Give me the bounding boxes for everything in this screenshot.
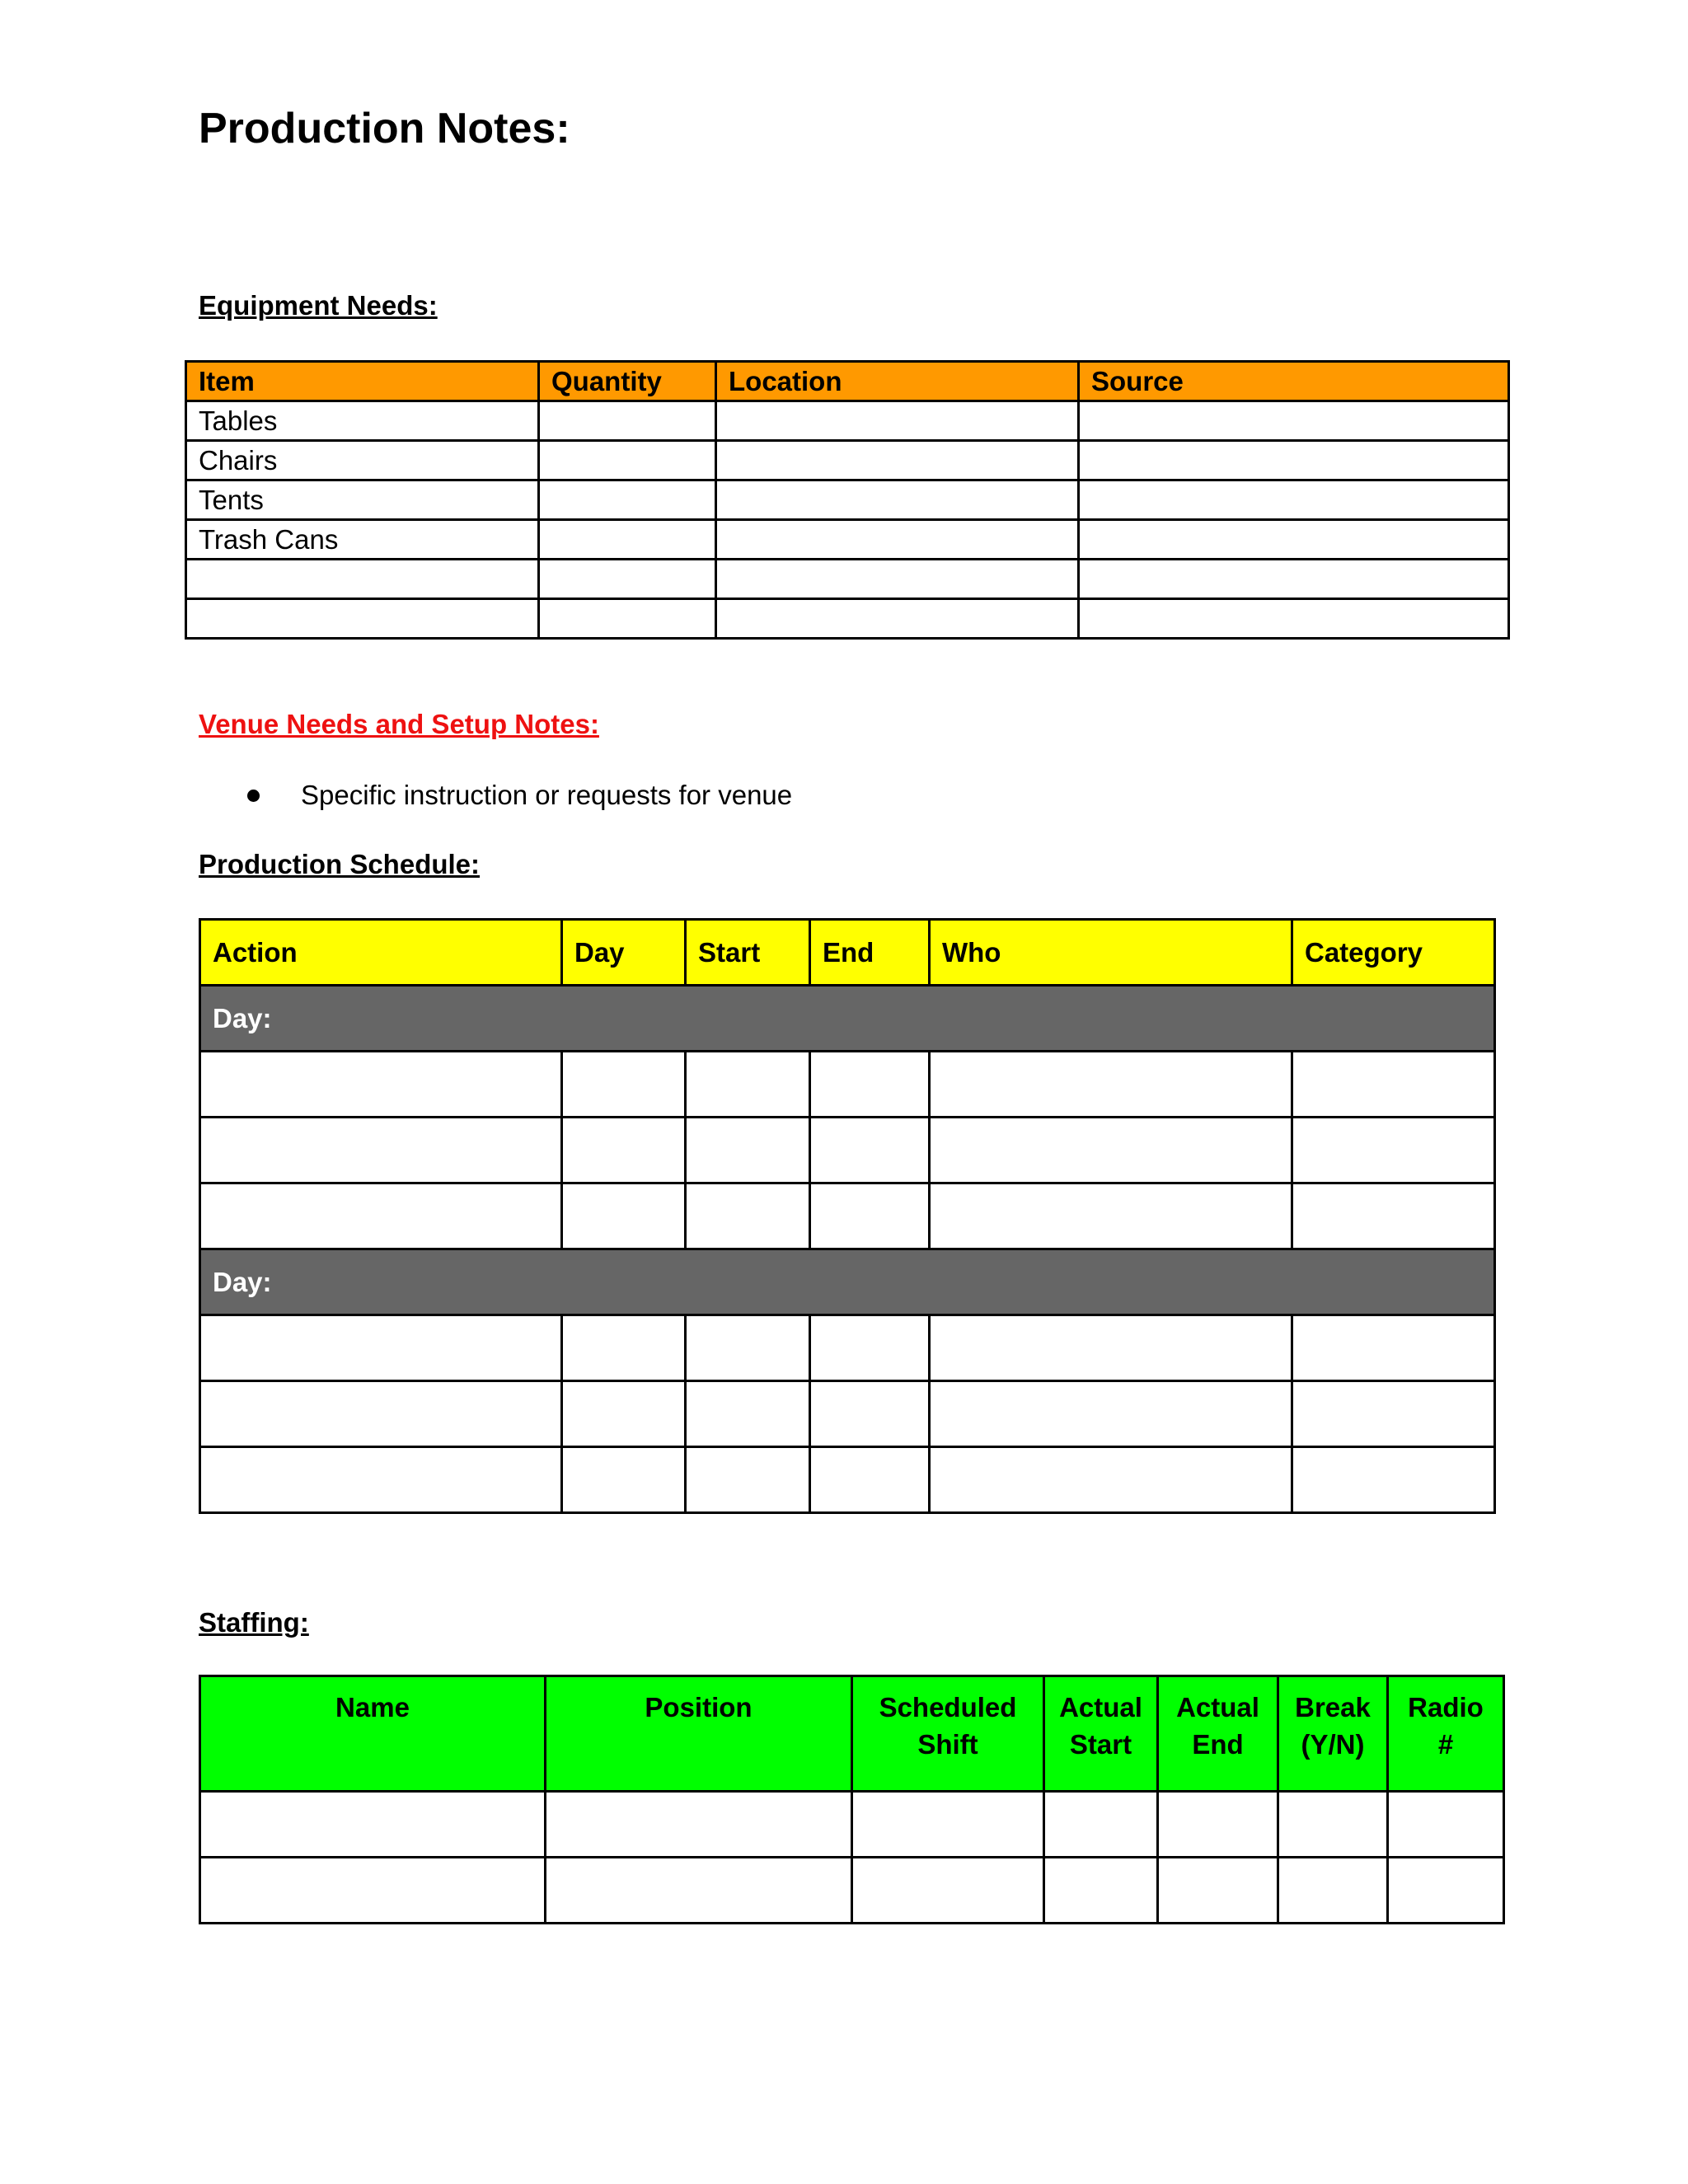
equipment-header-row [186,362,1509,401]
column-header-action: Action [200,920,562,986]
table-row [200,1052,1495,1118]
location-cell[interactable] [716,599,1079,639]
table-row [186,480,1509,520]
actual-end-cell[interactable] [1158,1792,1278,1858]
end-cell[interactable] [810,1447,930,1513]
header-label: Actual [1176,1692,1259,1722]
start-cell[interactable] [686,1447,810,1513]
day-group-label: Day: [200,986,1495,1052]
table-row [186,560,1509,599]
staffing-header-row [200,1676,1504,1792]
actual-end-cell[interactable] [1158,1858,1278,1924]
item-cell[interactable]: Tents [186,480,539,520]
who-cell[interactable] [930,1183,1292,1249]
table-row [200,1447,1495,1513]
table-row [200,1792,1504,1858]
who-cell[interactable] [930,1118,1292,1183]
day-cell[interactable] [562,1052,686,1118]
scheduled-shift-cell[interactable] [852,1792,1044,1858]
location-cell[interactable] [716,560,1079,599]
column-header-location: Location [716,362,1079,401]
quantity-cell[interactable] [539,520,716,560]
category-cell[interactable] [1292,1183,1495,1249]
column-header-who: Who [930,920,1292,986]
end-cell[interactable] [810,1052,930,1118]
location-cell[interactable] [716,520,1079,560]
column-header-end: End [810,920,930,986]
day-group-row [200,986,1495,1052]
schedule-table [199,918,1496,1514]
quantity-cell[interactable] [539,480,716,520]
action-cell[interactable] [200,1447,562,1513]
end-cell[interactable] [810,1381,930,1447]
start-cell[interactable] [686,1183,810,1249]
quantity-cell[interactable] [539,599,716,639]
source-cell[interactable] [1079,441,1509,480]
who-cell[interactable] [930,1052,1292,1118]
column-header-source: Source [1079,362,1509,401]
table-row [186,599,1509,639]
column-header-name [200,1676,546,1792]
header-label: Position [645,1692,753,1722]
item-cell[interactable]: Trash Cans [186,520,539,560]
name-cell[interactable] [200,1792,546,1858]
source-cell[interactable] [1079,560,1509,599]
venue-heading: Venue Needs and Setup Notes: [199,709,599,739]
column-header-radio [1388,1676,1504,1792]
item-cell[interactable]: Tables [186,401,539,441]
venue-bullet-item [247,780,792,811]
header-label: Break [1295,1692,1371,1722]
header-label: End [1192,1729,1244,1760]
table-row [200,1315,1495,1381]
day-group-label: Day: [200,1249,1495,1315]
column-header-scheduled-shift [852,1676,1044,1792]
break-cell[interactable] [1278,1792,1388,1858]
column-header-break [1278,1676,1388,1792]
source-cell[interactable] [1079,520,1509,560]
location-cell[interactable] [716,480,1079,520]
start-cell[interactable] [686,1315,810,1381]
day-cell[interactable] [562,1447,686,1513]
table-row [200,1381,1495,1447]
header-label: Scheduled [879,1692,1017,1722]
category-cell[interactable] [1292,1052,1495,1118]
staffing-table [199,1675,1505,1924]
action-cell[interactable] [200,1315,562,1381]
actual-start-cell[interactable] [1044,1792,1158,1858]
source-cell[interactable] [1079,599,1509,639]
staffing-heading: Staffing: [199,1607,309,1638]
end-cell[interactable] [810,1183,930,1249]
column-header-quantity: Quantity [539,362,716,401]
page-title: Production Notes: [199,105,570,152]
radio-cell[interactable] [1388,1858,1504,1924]
category-cell[interactable] [1292,1381,1495,1447]
header-label: Radio [1408,1692,1484,1722]
category-cell[interactable] [1292,1118,1495,1183]
source-cell[interactable] [1079,480,1509,520]
column-header-actual-start [1044,1676,1158,1792]
item-cell[interactable] [186,560,539,599]
column-header-day: Day [562,920,686,986]
start-cell[interactable] [686,1052,810,1118]
name-cell[interactable] [200,1858,546,1924]
action-cell[interactable] [200,1118,562,1183]
table-row [186,441,1509,480]
location-cell[interactable] [716,441,1079,480]
location-cell[interactable] [716,401,1079,441]
day-cell[interactable] [562,1118,686,1183]
column-header-position [546,1676,852,1792]
source-cell[interactable] [1079,401,1509,441]
start-cell[interactable] [686,1118,810,1183]
equipment-table [185,360,1510,640]
bullet-icon [247,790,260,802]
quantity-cell[interactable] [539,401,716,441]
day-cell[interactable] [562,1381,686,1447]
quantity-cell[interactable] [539,560,716,599]
column-header-item: Item [186,362,539,401]
header-label: (Y/N) [1301,1729,1365,1760]
radio-cell[interactable] [1388,1792,1504,1858]
table-row [200,1118,1495,1183]
item-cell[interactable] [186,599,539,639]
category-cell[interactable] [1292,1315,1495,1381]
actual-start-cell[interactable] [1044,1858,1158,1924]
scheduled-shift-cell[interactable] [852,1858,1044,1924]
venue-bullet-text: Specific instruction or requests for venue [301,780,793,810]
who-cell[interactable] [930,1447,1292,1513]
column-header-actual-end [1158,1676,1278,1792]
header-label: # [1437,1729,1454,1760]
schedule-header-row [200,920,1495,986]
item-cell[interactable]: Chairs [186,441,539,480]
end-cell[interactable] [810,1315,930,1381]
category-cell[interactable] [1292,1447,1495,1513]
table-row [186,520,1509,560]
column-header-start: Start [686,920,810,986]
end-cell[interactable] [810,1118,930,1183]
quantity-cell[interactable] [539,441,716,480]
action-cell[interactable] [200,1052,562,1118]
action-cell[interactable] [200,1183,562,1249]
column-header-category: Category [1292,920,1495,986]
break-cell[interactable] [1278,1858,1388,1924]
start-cell[interactable] [686,1381,810,1447]
equipment-heading: Equipment Needs: [199,290,438,321]
table-row [200,1183,1495,1249]
day-cell[interactable] [562,1183,686,1249]
action-cell[interactable] [200,1381,562,1447]
table-row [186,401,1509,441]
who-cell[interactable] [930,1381,1292,1447]
header-label: Actual [1059,1692,1142,1722]
header-label: Start [1069,1729,1132,1760]
table-row [200,1858,1504,1924]
schedule-heading: Production Schedule: [199,849,481,879]
position-cell[interactable] [546,1858,852,1924]
day-group-row [200,1249,1495,1315]
header-label: Name [335,1692,410,1722]
position-cell[interactable] [546,1792,852,1858]
day-cell[interactable] [562,1315,686,1381]
header-label: Shift [917,1729,978,1760]
who-cell[interactable] [930,1315,1292,1381]
